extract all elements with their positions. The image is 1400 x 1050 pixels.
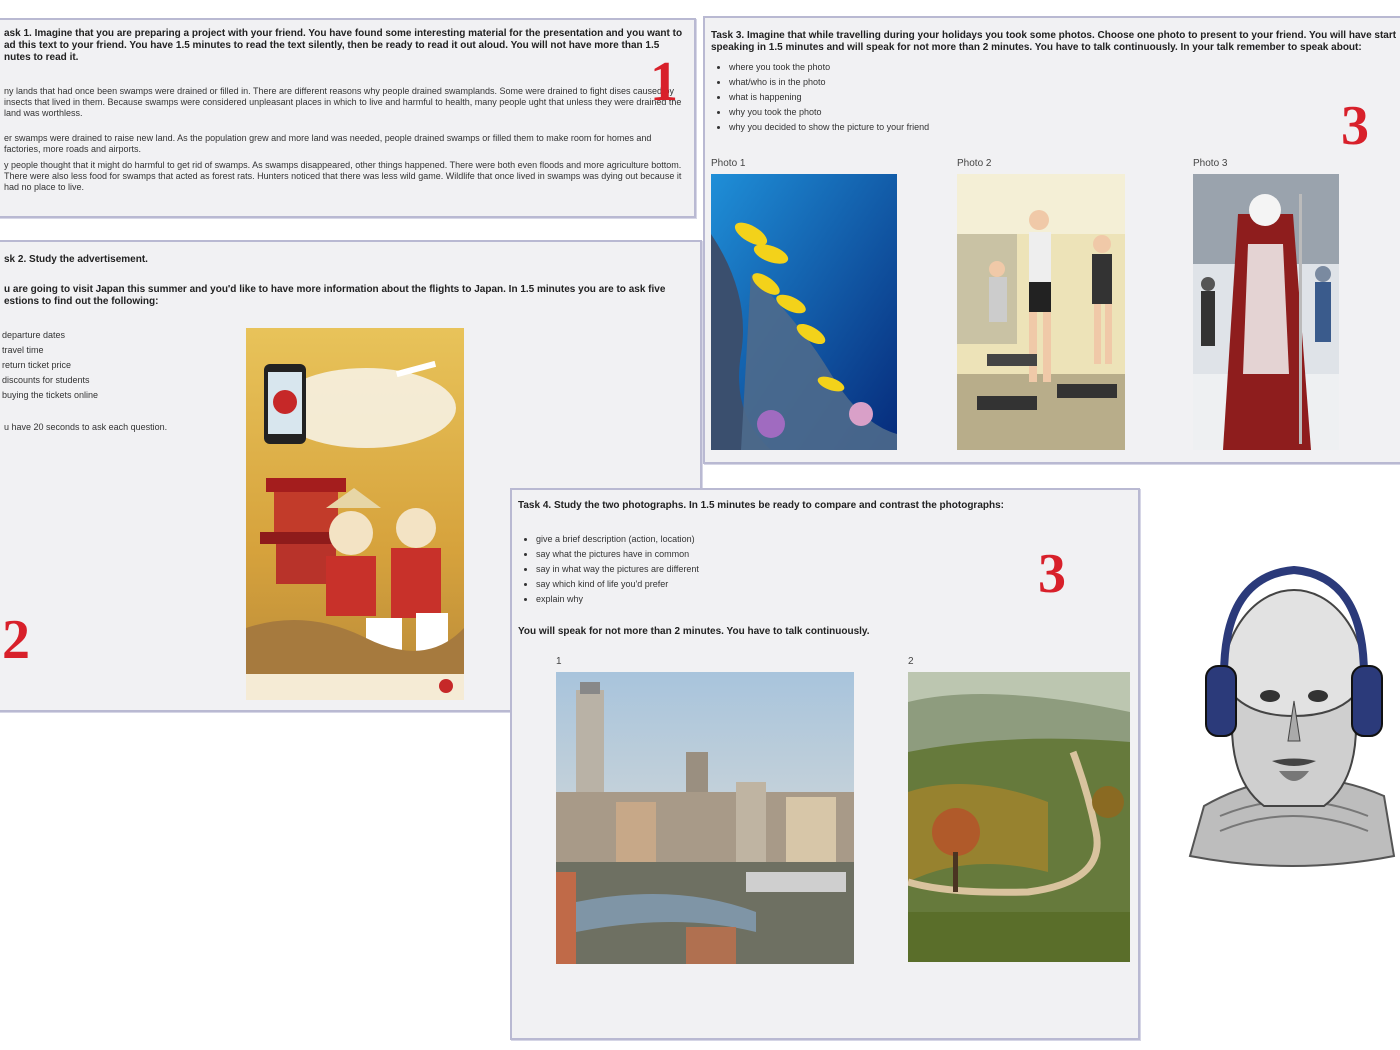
countryside-road-photo (908, 672, 1130, 962)
list-item: discounts for students (2, 375, 90, 385)
task4-title: Task 4. Study the two photographs. In 1.5 minutes be ready to compare and contrast the photographs: (518, 500, 1004, 511)
photo-1-label: 1 (556, 656, 562, 667)
task3-panel (703, 16, 1400, 464)
shakespeare-headphones-illustration (1184, 556, 1400, 876)
task1-title: ask 1. Imagine that you are preparing a project with your friend. You have found some interesting material for the presentation and you want to ad this text to your friend. You have 1.5 minutes to read the text silently, then be ready to read it out aloud. You will not have more than 1.5 nutes to read it. (4, 28, 683, 63)
list-item: departure dates (2, 330, 66, 340)
list-item: • why you took the photo (729, 105, 1089, 120)
task4-list (518, 532, 856, 607)
coral-reef-fish-photo (711, 174, 897, 450)
photo-2-label: 2 (908, 656, 914, 667)
father-frost-photo (1193, 174, 1339, 450)
photo-1-label: Photo 1 (711, 158, 746, 169)
list-item: • where you took the photo (729, 60, 1089, 75)
task3-number-badge: 3 (1341, 95, 1369, 157)
fitness-class-photo (957, 174, 1125, 450)
list-item: travel time (2, 345, 44, 355)
city-skyline-photo (556, 672, 854, 964)
task1-number-badge: 1 (650, 51, 678, 113)
task1-paragraph-1: ny lands that had once been swamps were drained or filled in. There are different reasons why people drained swamplands. Some were drained to fight dises caused by insects that lived in them. Because swamps were considered unpleasant places in which to live and harmful to health, many people ught that unless they were drained the land was worthless. (4, 86, 682, 118)
list-item: • say in what way the pictures are different (536, 562, 856, 577)
task3-list (711, 60, 1089, 135)
photo-2-label: Photo 2 (957, 158, 992, 169)
japan-flight-advertisement (246, 328, 464, 700)
task1-panel (0, 18, 696, 218)
task2-note: u have 20 seconds to ask each question. (4, 422, 168, 432)
list-item: • what/who is in the photo (729, 75, 1089, 90)
list-item: • explain why (536, 592, 856, 607)
task4-panel (510, 488, 1140, 1040)
task2-list (0, 328, 222, 403)
list-item: return ticket price (2, 360, 72, 370)
task3-title: Task 3. Imagine that while travelling during your holidays you took some photos. Choose one photo to present to your friend. You will have start speaking in 1.5 minutes and will speak for not more than 2 minutes. You have to talk continuously. In your talk remember to speak about: (711, 30, 1397, 53)
task2-title: sk 2. Study the advertisement. (4, 254, 148, 265)
photo-3-label: Photo 3 (1193, 158, 1228, 169)
task1-paragraph-2: er swamps were drained to raise new land. As the population grew and more land was needed, people drained swamps or filled them to make room for homes and factories, more roads and airports. (4, 133, 652, 154)
task4-number-badge: 3 (1038, 543, 1066, 605)
list-item: buying the tickets online (2, 390, 99, 400)
task2-intro: u are going to visit Japan this summer and you'd like to have more information about the flights to Japan. In 1.5 minutes you are to ask five estions to find out the following: (4, 284, 666, 307)
list-item: • what is happening (729, 90, 1089, 105)
list-item: • give a brief description (action, location) (536, 532, 856, 547)
list-item: • say what the pictures have in common (536, 547, 856, 562)
task4-footer: You will speak for not more than 2 minutes. You have to talk continuously. (518, 626, 870, 637)
task1-paragraph-3: y people thought that it might do harmful to get rid of swamps. As swamps disappeared, other things happened. There were both even floods and more agriculture bottom. There were also less food for swamps that acted as forest rats. Hunters noticed that there was less wild game. Wildlife that once lived in swamps was dying out because it had no place to live. (4, 160, 682, 192)
list-item: • say which kind of life you'd prefer (536, 577, 856, 592)
task2-number-badge: 2 (2, 609, 30, 671)
list-item: • why you decided to show the picture to your friend (729, 120, 1089, 135)
